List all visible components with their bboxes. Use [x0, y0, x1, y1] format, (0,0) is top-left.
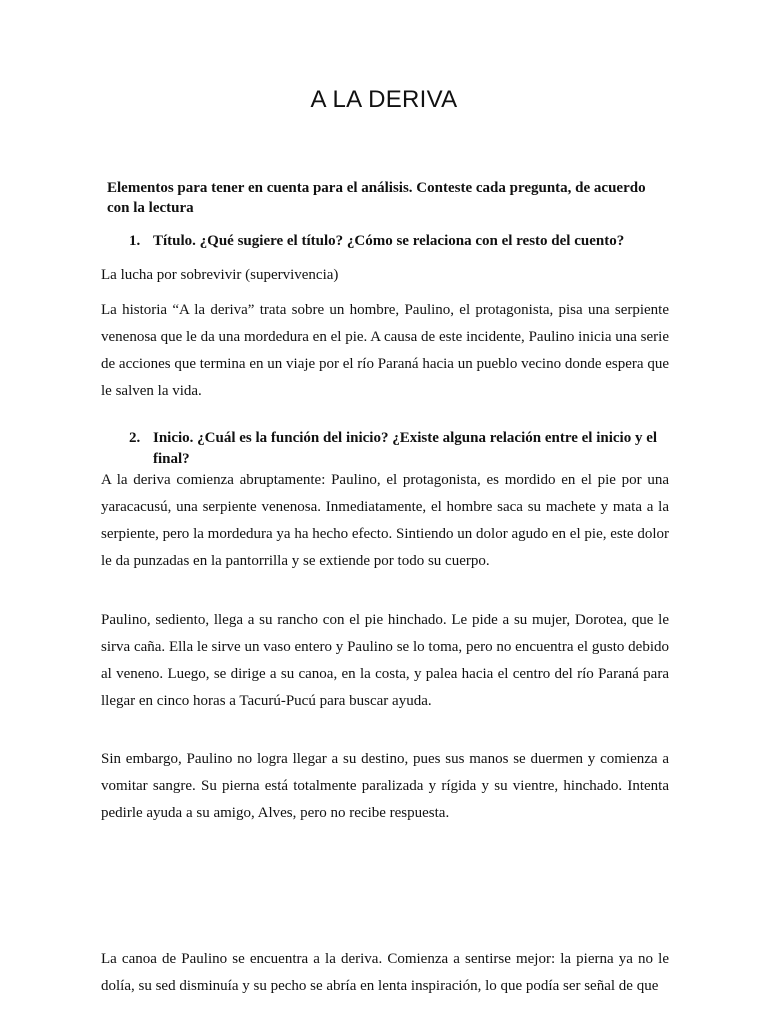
question-text: Inicio. ¿Cuál es la función del inicio? ¿Existe alguna relación entre el inicio y el final? [153, 430, 658, 467]
question-1 [129, 231, 669, 252]
answer-paragraph: La historia “A la deriva” trata sobre un hombre, Paulino, el protagonista, pisa una serpiente venenosa que le da una mordedura en el pie. A causa de este incidente, Paulino inicia una serie de acciones que termina en un viaje por el río Paraná hacia un pueblo vecino donde espera que le salven la vida. [101, 302, 669, 399]
answer-paragraph: Sin embargo, Paulino no logra llegar a su destino, pues sus manos se duermen y comienza a vomitar sangre. Su pierna está totalmente paralizada y rígida y su vientre, hinchado. Intenta pedirle ayuda a su amigo, Alves, pero no recibe respuesta. [101, 751, 669, 821]
analysis-instructions: Elementos para tener en cuenta para el análisis. Conteste cada pregunta, de acuerdo con la lectura [107, 180, 646, 216]
question-text: Título. ¿Qué sugiere el título? ¿Cómo se relaciona con el resto del cuento? [153, 233, 625, 249]
answer-paragraph: La lucha por sobrevivir (supervivencia) [101, 267, 339, 283]
answer-paragraph: Paulino, sediento, llega a su rancho con el pie hinchado. Le pide a su mujer, Dorotea, que le sirva caña. Ella le sirve un vaso entero y Paulino se lo toma, pero no encuentra el gusto debido al veneno. Luego, se dirige a su canoa, en la costa, y palea hacia el centro del río Paraná para llegar en cinco horas a Tacurú-Pucú para buscar ayuda. [101, 612, 669, 709]
answer-paragraph: A la deriva comienza abruptamente: Paulino, el protagonista, es mordido en el pie por una yaracacusú, una serpiente venenosa. Inmediatamente, el hombre saca su machete y mata a la serpiente, pero la mordedura ya ha hecho efecto. Sintiendo un dolor agudo en el pie, este dolor le da punzadas en la pantorrilla y se extiende por todo su cuerpo. [101, 472, 669, 569]
question-number: 1. [129, 233, 141, 249]
answer-paragraph: La canoa de Paulino se encuentra a la deriva. Comienza a sentirse mejor: la pierna ya no le dolía, su sed disminuía y su pecho se abría en lenta inspiración, lo que podía ser señal de que [101, 951, 669, 994]
document-title: A LA DERIVA [310, 86, 458, 113]
question-number: 2. [129, 430, 141, 446]
question-2 [129, 428, 669, 470]
